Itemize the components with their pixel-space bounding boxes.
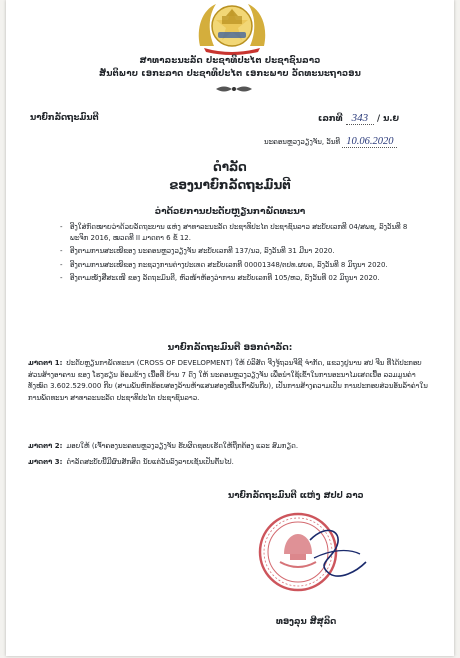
article-label: ມາດຕາ 2: [28,442,63,450]
article-text: ມອບໃຫ້ (ເຈົ້າຄອງນະຄອນຫຼວງວຽງຈັນ ຮັບຜິດຊອບເຮັດໃຫ້ຖືກຕ້ອງ ແລະ ສົມກຽດ. [66,442,299,450]
decree-number-suffix: / ນ.ຍ [377,114,399,124]
article-1 [28,358,434,404]
decree-number-value: 343 [346,112,375,125]
reference-item: - ອີງຕາມໜັງສືສະເໜີ ຂອງ ລັດຖະມົນຕີ, ຫົວໜ້າຫ້ອງວ່າການ ສະບັບເລກທີ 105/ຫວ, ລົງວັນທີ 02 ມິຖຸນາ 2020. [60,273,420,284]
decree-date-label: ນະຄອນຫຼວງວຽງຈັນ, ວັນທີ [264,138,340,146]
article-text: ດໍາລັດສະບັບນີ້ມີຜົນສັກສິດ ນັບແຕ່ວັນລົງລາຍເຊັນເປັນຕົ້ນໄປ. [66,458,234,466]
decree-subject: ວ່າດ້ວຍການປະດັບຫຼຽນກາພັດທະນາ [154,207,306,217]
reference-item: - ອີງໃສ່ກົດໝາຍວ່າດ້ວຍລັດຖະບານ ແຫ່ງ ສາທາລະນະລັດ ປະຊາທິປະໄຕ ປະຊາຊົນລາວ ສະບັບເລກທີ 04/ສພຊ, ລົງວັນທີ 8 ພະຈິກ 2016, ໝວດທີ II ມາດຕາ 6 ຂໍ້ 12. [60,222,420,243]
document-subtitle: ຂອງນາຍົກລັດຖະມົນຕີ [169,178,291,192]
article-2 [28,441,434,453]
national-emblem-icon [192,0,272,56]
decree-date [264,136,397,147]
decree-document [6,0,454,656]
header-motto: ສັນຕິພາບ ເອກະລາດ ປະຊາທິປະໄຕ ເອກະພາບ ວັດທະນະຖາວອນ [98,69,361,79]
signer-name: ທອງລຸນ ສີສຸລິດ [276,617,337,627]
article-3 [28,457,434,469]
legal-references [60,222,420,287]
reference-item: - ອີງຕາມການສະເໜີຂອງ ກະຊວງການຕ່າງປະເທດ ສະບັບເລກທີ 00001348/ຕປທ.ຜຍຄ, ລົງວັນທີ 8 ມິຖຸນາ 2020. [60,260,420,271]
signer-title: ນາຍົກລັດຖະມົນຕີ ແຫ່ງ ສປປ ລາວ [228,491,364,501]
header-country-name: ສາທາລະນະລັດ ປະຊາທິປະໄຕ ປະຊາຊົນລາວ [139,56,321,66]
reference-item: - ອີງຕາມການສະເໜີຂອງ ນະຄອນຫຼວງວຽງຈັນ ສະບັບເລກທີ 137/ນວ, ລົງວັນທີ 31 ມີນາ 2020. [60,246,420,257]
article-text: ປະດັບຫຼຽນກາພັດທະນາ (CROSS OF DEVELOPMENT) ໃຫ້ ບໍລິສັດ ຈີງຈູ້ຖວນຈີຊີ ຈໍາກັດ, ແຂວງຢູນານ ສປ ຈີນ ທີ່ໄດ້ປະກອບສ່ວນສ້າງອາຄານ ຂອງ ໂຮງຮຽນ ອ້ອມຂ້າງ ເນື້ອທີ່ ບ້ານ 7 ດົງ ໃຫ້ ນະຄອນຫຼວງວຽງຈັນ ເພື່ອນໍາໃຊ້ເຂົ້າໃນການອະນາໄມເສດເນື້ອ ລວມມູນຄ່າທັງໝົດ 3.602.529.000 ກີບ (ສາມພັນຫົກຮ້ອຍສອງລ້ານຫ້າແສນສອງໝື່ນເກົ້າພັນກີບ), ເປັນການສ້າງຄວາມເປັນ ການປະກອບສ່ວນອັນລ້ຳຄ່າໃນການພັດທະນາ ສາທາລະນະລັດ ປະຊາທິປະໄຕ ປະຊາຊົນລາວ. [28,359,428,402]
decree-number [318,112,399,124]
decree-date-value: 10.06.2020 [342,136,397,148]
ornament-divider-icon [214,84,254,94]
article-label: ມາດຕາ 1: [28,359,63,367]
document-title: ດໍາລັດ [213,160,247,174]
article-label: ມາດຕາ 3: [28,458,63,466]
issuing-office: ນາຍົກລັດຖະມົນຕີ [30,113,99,123]
official-seal-and-signature-icon [240,502,380,602]
decree-heading: ນາຍົກລັດຖະມົນຕີ ອອກດໍາລັດ: [167,343,293,353]
decree-number-label: ເລກທີ [318,114,343,124]
